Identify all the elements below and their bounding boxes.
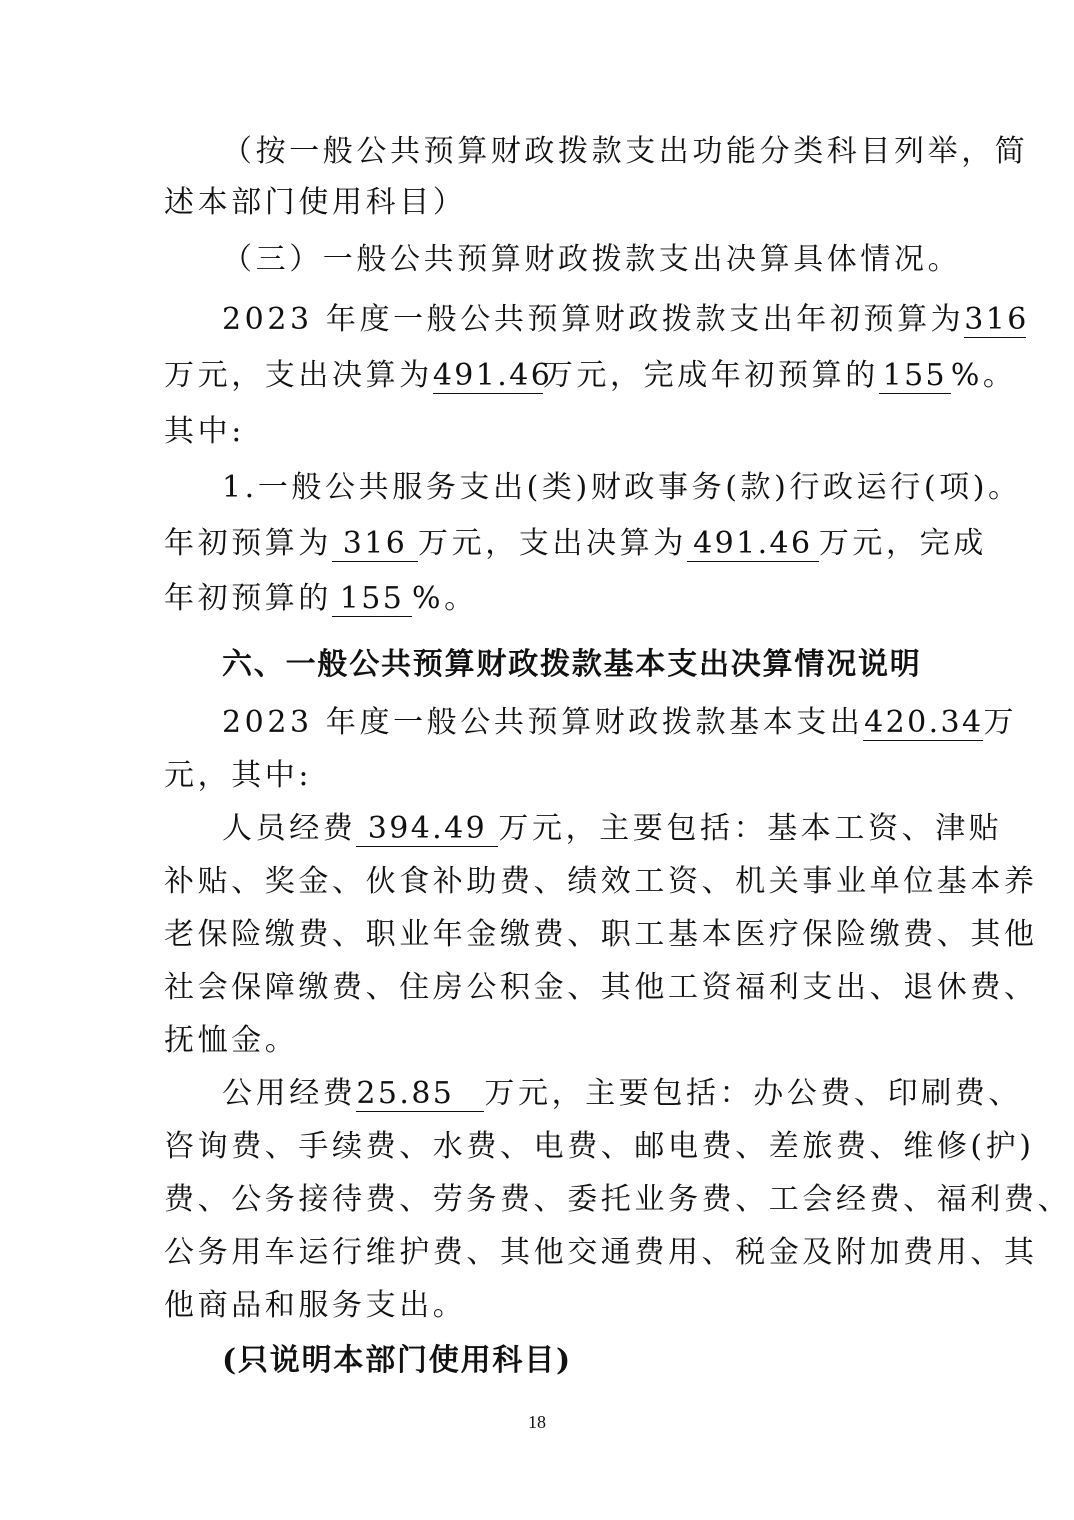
paragraph-4-line-4: 公务用车运行维护费、其他交通费用、税金及附加费用、其 [164,1235,1038,1270]
item1-budget-value: 316 [332,527,418,562]
p2-unit: 万 [983,705,1018,740]
p3-rest: 万元，主要包括：基本工资、津贴 [498,811,1003,846]
paragraph-1-line-2 [164,356,1017,396]
p4-prefix: 公用经费 [222,1076,357,1111]
paragraph-3-line-2: 补贴、奖金、伙食补助费、绩效工资、机关事业单位基本养 [164,864,1038,899]
paragraph-4-line-1 [222,1074,1023,1114]
p1-actual-value: 491.46 [432,358,553,393]
item-1-line-3 [164,579,924,619]
paragraph-2-line-1 [222,703,1018,743]
section-6-heading: 六、一般公共预算财政拨款基本支出决算情况说明 [222,647,922,682]
p2-total-value: 420.34 [864,705,984,740]
paragraph-1-line-3: 其中: [164,414,245,449]
p1-prefix: 2023 年度一般公共预算财政拨款支出年初预算为 [222,302,965,337]
item1-text-e: %。 [412,581,478,616]
p3-prefix: 人员经费 [222,811,357,846]
paragraph-1-line-1 [222,300,1029,340]
paragraph-3-line-1 [222,809,1003,849]
p1-budget-value: 316 [964,302,1029,337]
item-1-line-2 [164,524,987,564]
closing-note: (只说明本部门使用科目) [222,1343,572,1378]
item1-actual-value: 491.46 [687,527,819,562]
p4-amount-value: 25.85 [356,1077,484,1112]
item-1-title: 1.一般公共服务支出(类)财政事务(款)行政运行(项)。 [222,470,1022,505]
paragraph-3-line-3: 老保险缴费、职业年金缴费、职工基本医疗保险缴费、其他 [164,917,1038,952]
p1-text-c: %。 [950,358,1017,393]
item1-percent-value: 155 [332,582,412,617]
item1-text-b: 万元，支出决算为 [418,526,687,561]
p1-text-b: 万元，完成年初预算的 [542,358,879,393]
paragraph-3-line-4: 社会保障缴费、住房公积金、其他工资福利支出、退休费、 [164,970,1038,1005]
note-line-1: （按一般公共预算财政拨款支出功能分类科目列举，简 [222,134,1029,169]
paragraph-4-line-5: 他商品和服务支出。 [164,1288,467,1323]
subheading-3: （三）一般公共预算财政拨款支出决算具体情况。 [222,242,962,277]
paragraph-3-line-5: 抚恤金。 [164,1023,299,1058]
page-number: 18 [528,1412,546,1432]
p1-percent-value: 155 [879,359,951,394]
paragraph-2-line-2: 元，其中: [164,758,313,793]
p3-amount-value: 394.49 [356,812,498,847]
p2-prefix: 2023 年度一般公共预算财政拨款基本支出 [222,705,864,740]
item1-text-c: 万元，完成 [818,526,987,561]
paragraph-4-line-3: 费、公务接待费、劳务费、委托业务费、工会经费、福利费、 [164,1182,1072,1217]
p1-text-a: 万元，支出决算为 [164,358,433,393]
p4-rest: 万元，主要包括：办公费、印刷费、 [484,1076,1023,1111]
item1-text-d: 年初预算的 [164,581,332,616]
paragraph-4-line-2: 咨询费、手续费、水费、电费、邮电费、差旅费、维修(护) [164,1129,1035,1164]
item1-text-a: 年初预算为 [164,526,332,561]
note-line-2: 述本部门使用科目） [164,185,467,220]
